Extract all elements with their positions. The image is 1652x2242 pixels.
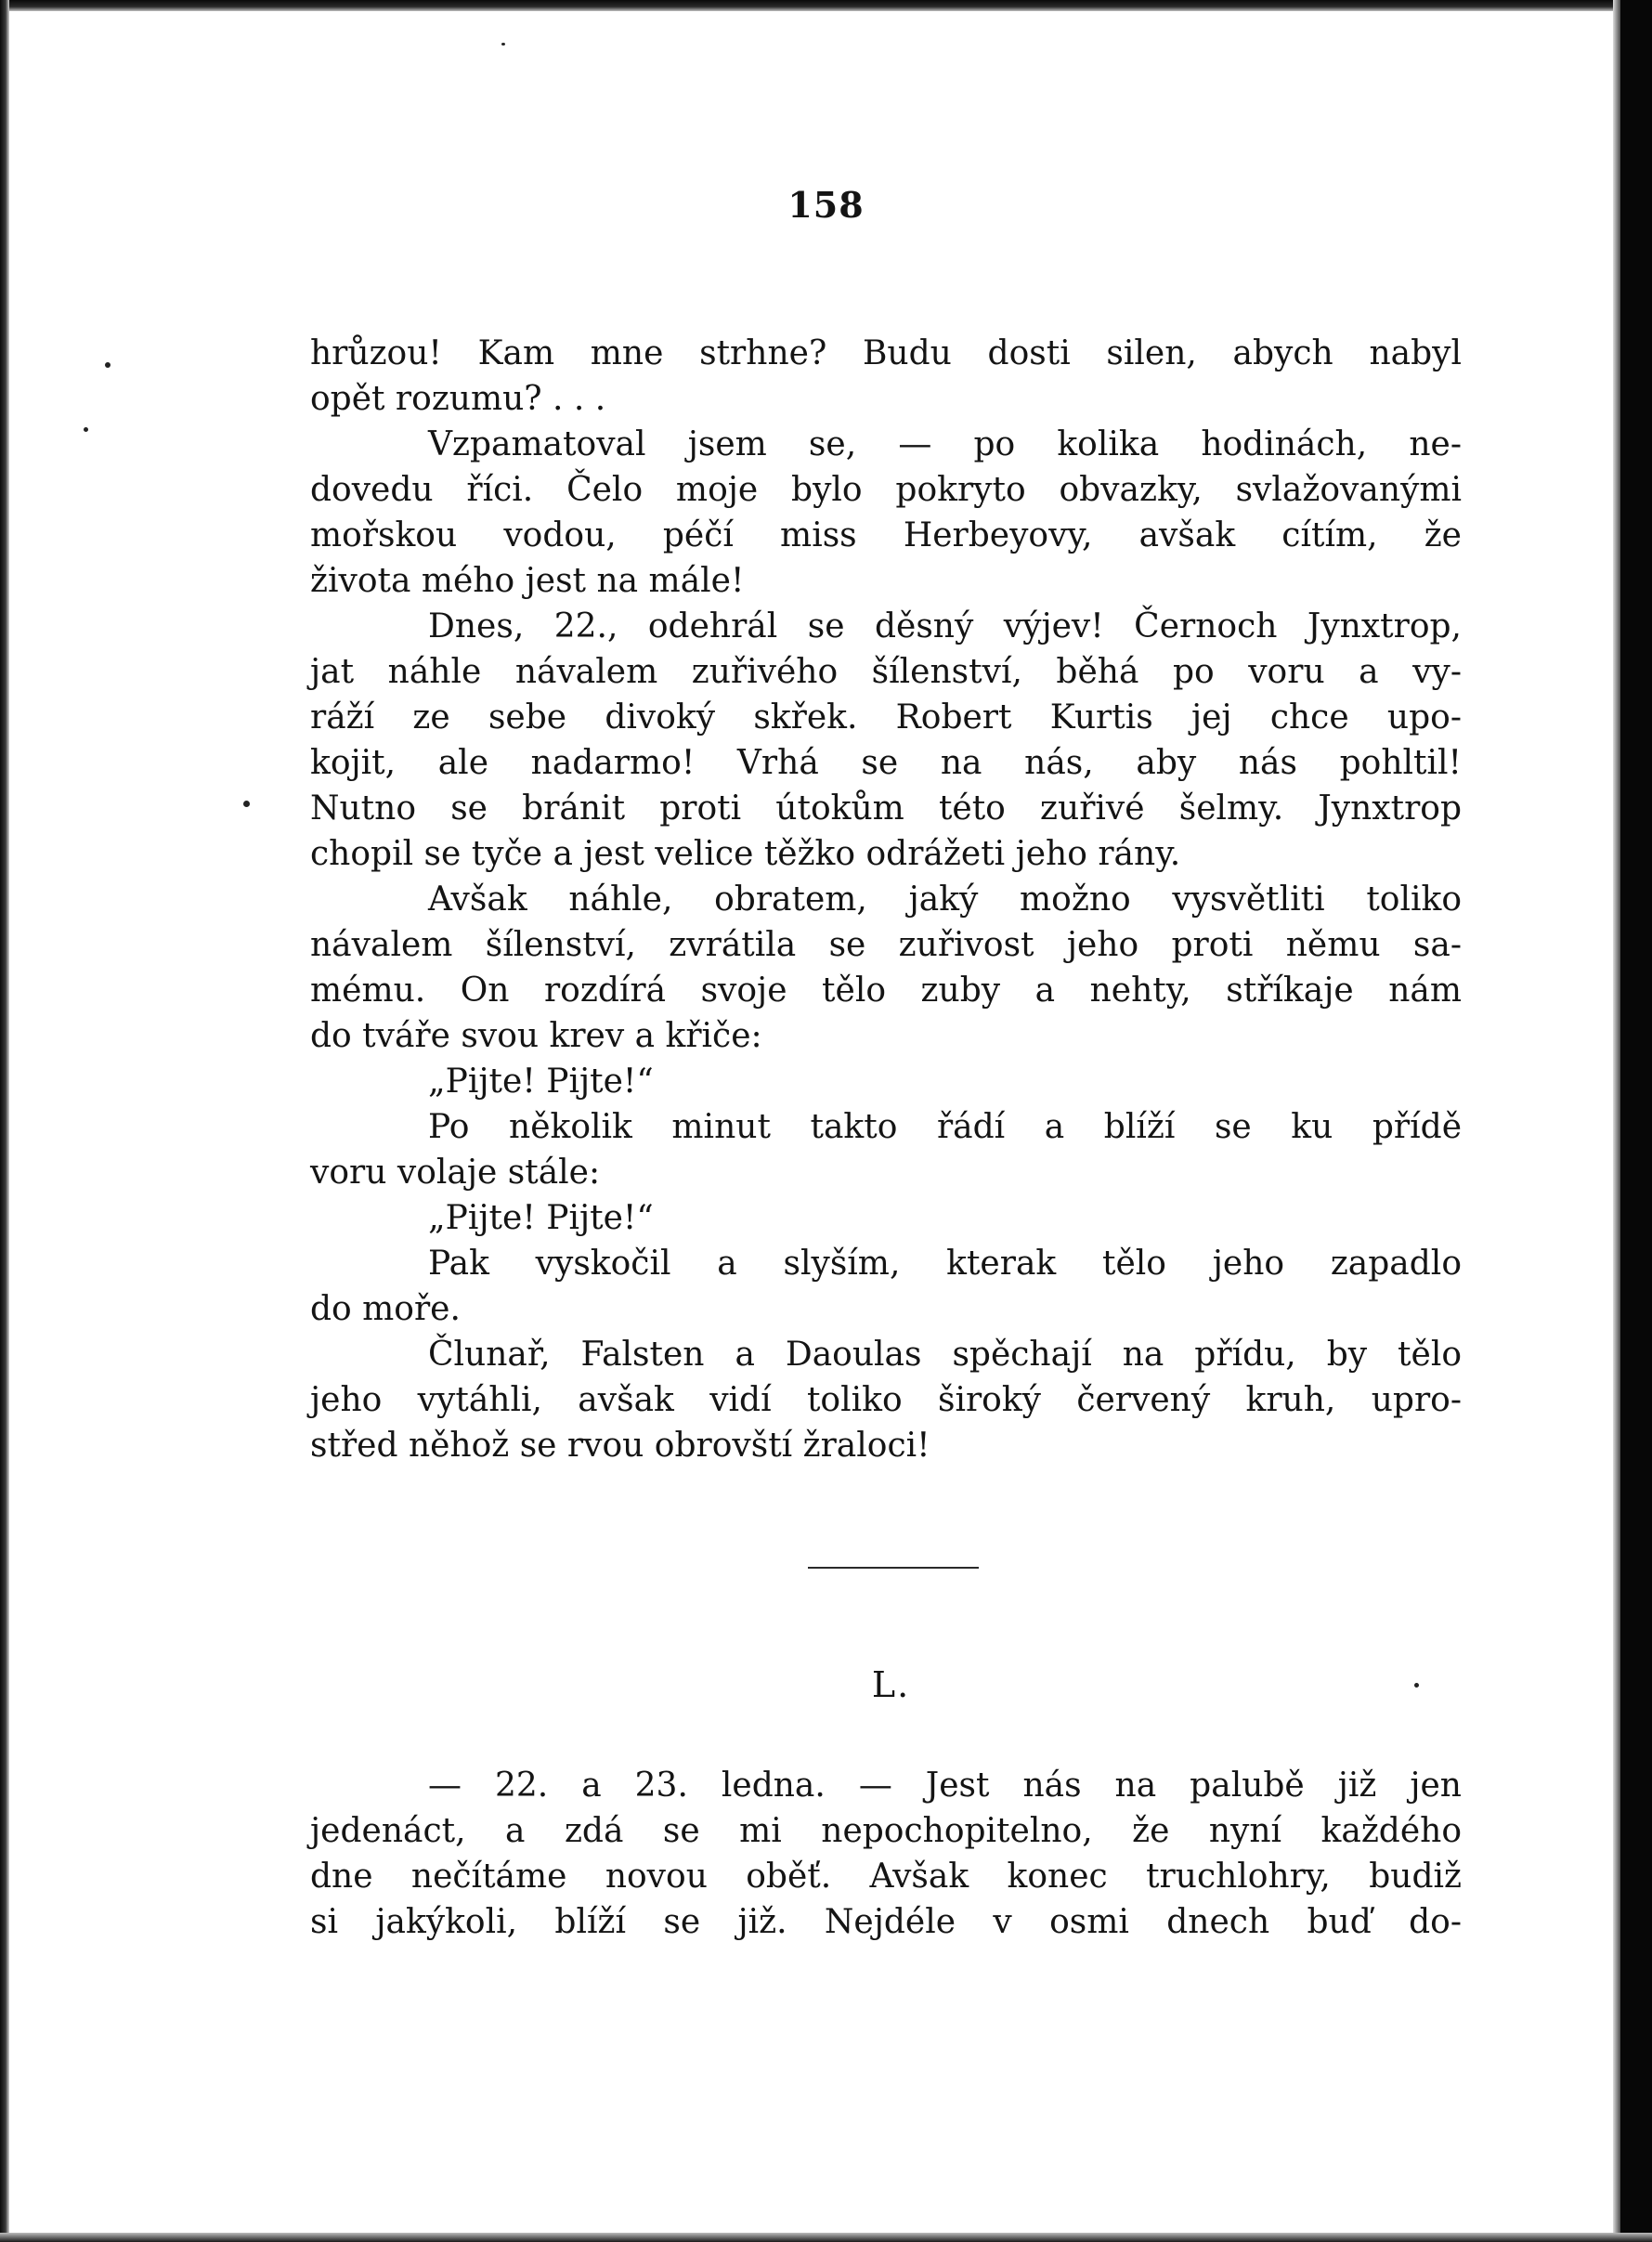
text-line: kojit, ale nadarmo! Vrhá se na nás, aby nás pohltil! bbox=[310, 744, 1462, 782]
text-line: — 22. a 23. ledna. — Jest nás na palubě již jen bbox=[428, 1766, 1462, 1805]
text-line: Avšak náhle, obratem, jaký možno vysvětliti toliko bbox=[428, 880, 1462, 919]
text-line: života mého jest na mále! bbox=[310, 562, 745, 600]
scan-edge-left bbox=[0, 0, 9, 2242]
body-text-section-two bbox=[310, 1763, 1462, 1945]
text-line: střed něhož se rvou obrovští žraloci! bbox=[310, 1427, 930, 1465]
page-number: 158 bbox=[787, 184, 865, 226]
chapter-heading: L. bbox=[871, 1664, 911, 1705]
scan-edge-bottom bbox=[0, 2233, 1652, 2242]
text-line: Nutno se bránit proti útokům této zuřivé šelmy. Jynxtrop bbox=[310, 789, 1462, 828]
text-line: jeho vytáhli, avšak vidí toliko široký červený kruh, upro- bbox=[310, 1381, 1462, 1419]
text-line: do moře. bbox=[310, 1290, 461, 1328]
body-text-section-one bbox=[310, 331, 1462, 1468]
dust-speck bbox=[501, 43, 505, 46]
text-line: dne nečítáme novou oběť. Avšak konec truchlohry, budiž bbox=[310, 1857, 1462, 1896]
text-line: mému. On rozdírá svoje tělo zuby a nehty, stříkaje nám bbox=[310, 971, 1462, 1010]
text-line: Po několik minut takto řádí a blíží se ku přídě bbox=[428, 1108, 1462, 1146]
section-divider-rule bbox=[808, 1567, 979, 1569]
scan-edge-right-shadow bbox=[1613, 0, 1620, 2242]
text-line: voru volaje stále: bbox=[310, 1154, 601, 1192]
text-line: Pak vyskočil a slyším, kterak tělo jeho zapadlo bbox=[428, 1245, 1462, 1283]
dust-speck bbox=[105, 362, 111, 368]
text-line: jedenáct, a zdá se mi nepochopitelno, že nyní každého bbox=[310, 1812, 1462, 1850]
text-line: „Pijte! Pijte!“ bbox=[428, 1062, 654, 1101]
text-line: návalem šílenství, zvrátila se zuřivost jeho proti němu sa- bbox=[310, 926, 1462, 964]
text-line: si jakýkoli, blíží se již. Nejdéle v osmi dnech buď do- bbox=[310, 1903, 1462, 1941]
text-line: do tváře svou krev a křiče: bbox=[310, 1017, 762, 1055]
text-line: ráží ze sebe divoký skřek. Robert Kurtis jej chce upo- bbox=[310, 698, 1462, 736]
text-line: Vzpamatoval jsem se, — po kolika hodinách, ne- bbox=[428, 425, 1462, 463]
dust-speck bbox=[243, 801, 250, 807]
text-line: Dnes, 22., odehrál se děsný výjev! Černoch Jynxtrop, bbox=[428, 607, 1462, 645]
text-line: opět rozumu? . . . bbox=[310, 380, 606, 418]
scan-edge-top bbox=[0, 0, 1652, 11]
text-line: jat náhle návalem zuřivého šílenství, běhá po voru a vy- bbox=[310, 653, 1462, 691]
text-line: chopil se tyče a jest velice těžko odrážeti jeho rány. bbox=[310, 835, 1181, 873]
dust-speck bbox=[84, 427, 88, 432]
text-line: dovedu říci. Čelo moje bylo pokryto obvazky, svlažovanými bbox=[310, 471, 1462, 509]
text-line: Člunař, Falsten a Daoulas spěchají na přídu, by tělo bbox=[428, 1336, 1462, 1374]
text-line: „Pijte! Pijte!“ bbox=[428, 1199, 654, 1237]
text-line: hrůzou! Kam mne strhne? Budu dosti silen, abych nabyl bbox=[310, 334, 1462, 372]
scan-edge-right bbox=[1620, 0, 1652, 2242]
text-line: mořskou vodou, péčí miss Herbeyovy, avšak cítím, že bbox=[310, 516, 1462, 554]
